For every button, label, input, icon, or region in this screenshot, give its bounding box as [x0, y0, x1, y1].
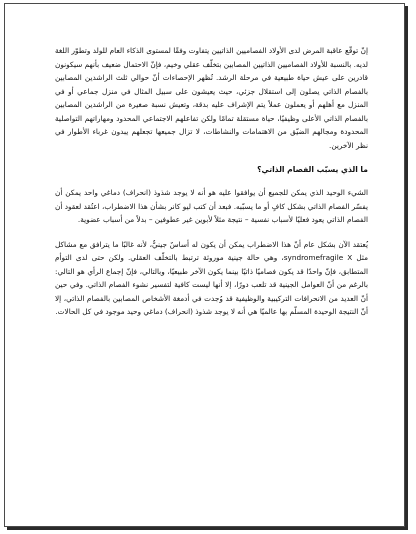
section-heading: ما الذي يسبّب الفصام الذاتي؟	[257, 165, 368, 174]
document-page	[4, 3, 405, 527]
paragraph-genetics: يُعتقد الآن بشكل عام أنّ هذا الاضطراب يمكن أن يكون له أساسٌ جينيٌّ، لأنه غالبًا ما يترافق مع مشاكل مثل syndromefragile X، وهي حالة جينية موروثة ترتبط بالتخلّف العقلي. ولكن حتى لدى التوأم المتطابق، فإنّ واحدًا قد يكون فصاميًا ذاتيًا بينما يكون الآخر طبيعيًا، وبالتالي، فإنّ إجماع الرأي هو التالي: بالرغم من أنّ العوامل الجينية قد تلعب دورًا، إلا أنها ليست كافية لتفسير نشوء الفصام الذاتي. وفي حين أنّ العديد من الانحرافات التركيبية والوظيفية قد وُجدت في أدمغة الأشخاص المصابين بالفصام الذاتي، إلا أنّ النتيجة الوحيدة المسلّم بها عالميًا هي أنه لا يوجد شذوذ (انحراف) دماغي وحيد موجود في كل الحالات.	[55, 239, 369, 316]
document-body	[55, 44, 368, 330]
paragraph-causes: الشيء الوحيد الذي يمكن للجميع أن يوافقوا عليه هو أنه لا يوجد شذوذ (انحراف) دماغي واحد يمكن أن يفسّر الفصام الذاتي بشكل كافٍ أو ما يسبّبه. فبعد أن كتب ليو كانر بشأن هذا الاضطراب، اعتُقد لعقود أن الفصام الذاتي يعود فعليًا لأسباب نفسية – نتيجة مثلاً لأبوين غير عطوفين – بدلاً من أسباب عضوية.	[55, 188, 368, 224]
paragraph-prognosis: إنّ توقّع عاقبة المرض لدى الأولاد الفصاميين الذاتيين يتفاوت وفقًا لمستوى الذكاء العام للولد وتطوّر اللغة لديه. بالنسبة للأولاد الفصاميين الذاتيين المصابين بتخلّف عقلي وخيم، فإنّ الاحتمال ضعيف بأنهم سيكونون قادرين على عيش حياة طبيعية في مرحلة الرشد. تُظهر الإحصاءات أنّ حوالي ثلث الراشدين المصابين بالفصام الذاتي يصلون إلى استقلال جزئي، حيث يعيشون على سبيل المثال في منزل جماعي أو في المنزل مع أهلهم أو يعملون عملاً يتم الإشراف عليه بدقة، وتعيش نسبة صغيرة من الراشدين المصابين بالفصام الذاتي الأعلى وظيفيًا، حياة مستقلة تمامًا ولكن تفاعلهم الاجتماعي المحدود ومهاراتهم التواصلية المحدودة ومجالهم الضيّق من الاهتمامات والنشاطات، لا تزال جميعها تجعلهم يبدون غرباء الأطوار في نظر الآخرين.	[55, 46, 368, 150]
